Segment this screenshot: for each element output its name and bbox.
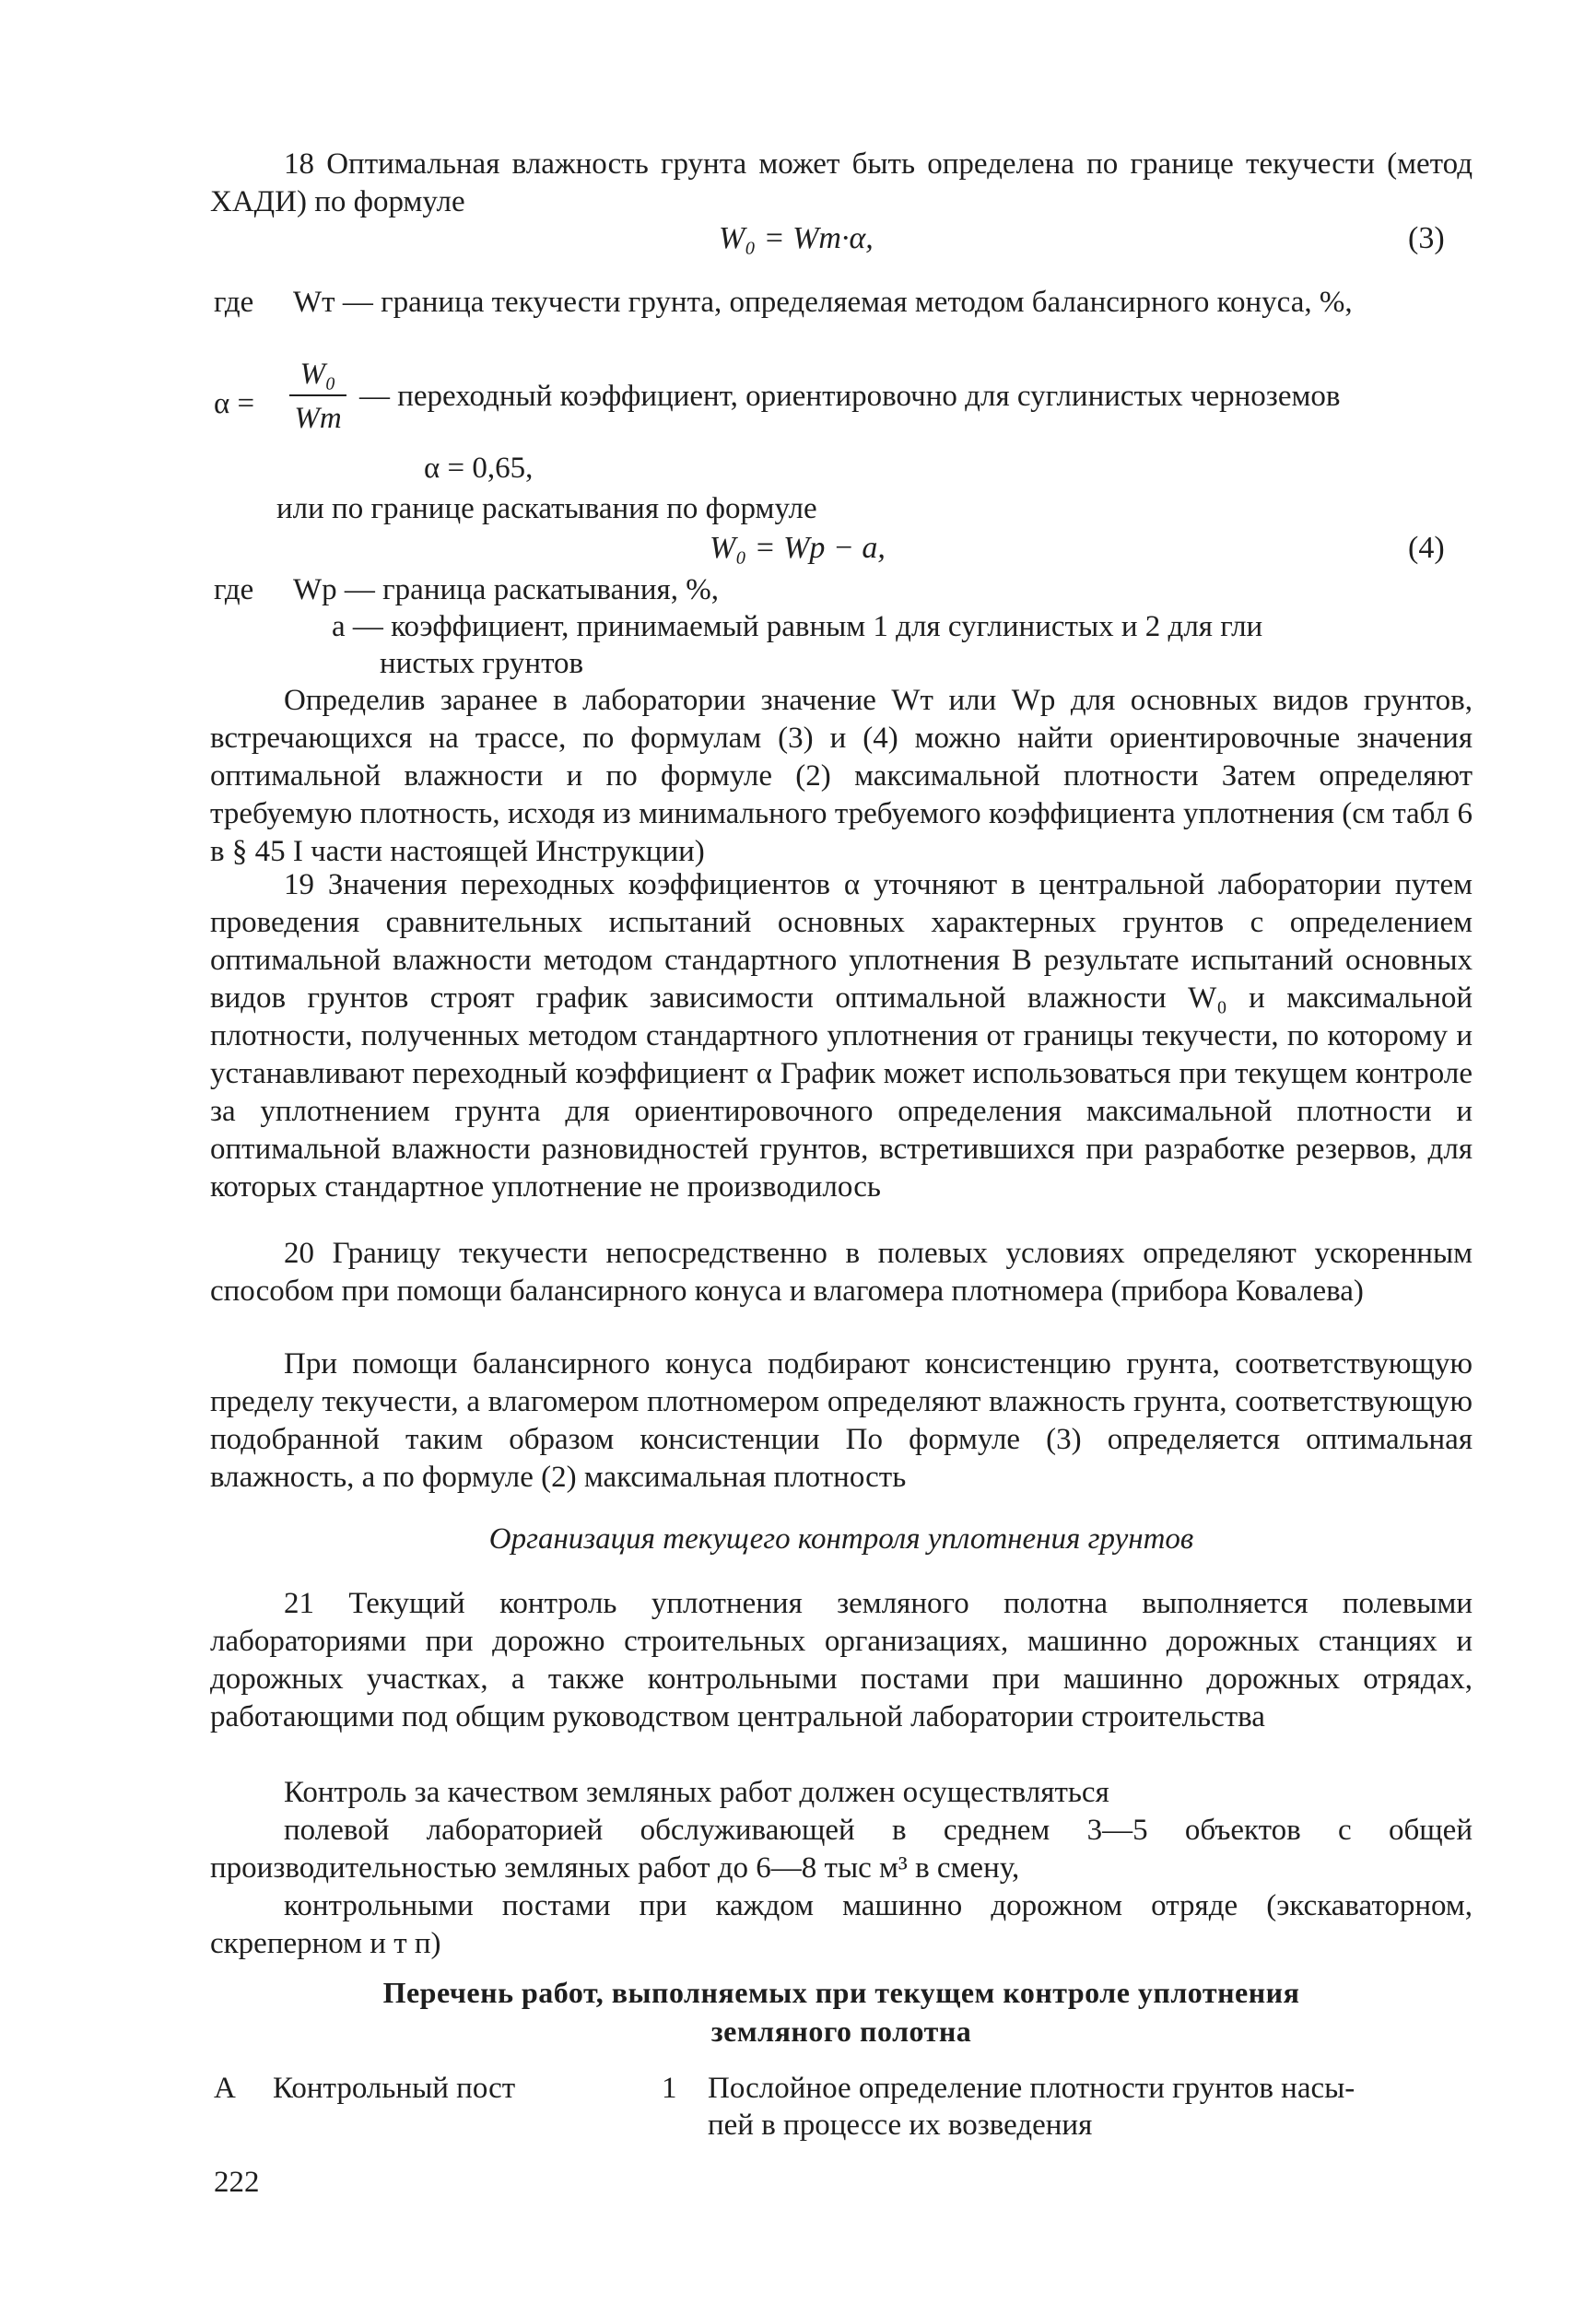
fraction-denominator: Wт xyxy=(294,402,342,435)
paragraph-determine-text: Определив заранее в лаборатории значение Wт или Wр для основных видов грунтов, встречающихся на трассе, по формулам (3) и (4) можно найти ориентировочные значения оптимальной влажности и по формуле (2) максимальной плотности Затем определяют требуемую плотность, исходя из минимального требуемого коэффициента уплотнения (см табл 6 в § 45 I части настоящей Инструкции) xyxy=(210,684,1473,868)
list-row-letter: А xyxy=(214,2072,236,2105)
page-number: 222 xyxy=(214,2166,260,2199)
where-wp-text: Wр — граница раскатывания, %, xyxy=(293,573,719,606)
formula-4-number: (4) xyxy=(1408,531,1445,565)
paragraph-posts-text: контрольными постами при каждом машинно дорожном отряде (экскаваторном, скреперном и т п) xyxy=(210,1889,1473,1960)
formula-3-number: (3) xyxy=(1408,221,1445,255)
where-a-line1: a — коэффициент, принимаемый равным 1 для суглинистых и 2 для гли xyxy=(332,610,1263,643)
paragraph-18 xyxy=(210,146,1473,221)
fraction-numerator: W₀ xyxy=(299,358,336,391)
where-alpha-text: — переходный коэффициент, ориентировочно для суглинистых черноземов xyxy=(359,380,1341,413)
paragraph-18-text: 18 Оптимальная влажность грунта может быть определена по границе текучести (метод ХАДИ) по формуле xyxy=(210,147,1473,218)
paragraph-field-lab xyxy=(210,1812,1473,1887)
alpha-symbol: α = xyxy=(214,387,255,420)
formula-3: W₀ = Wт·α, xyxy=(719,221,874,255)
list-row-line2: пей в процессе их возведения xyxy=(708,2109,1093,2142)
list-row-number: 1 xyxy=(662,2072,677,2105)
where-alpha-value: α = 0,65, xyxy=(424,452,534,485)
where-label-1: где xyxy=(214,286,254,319)
paragraph-control-text: Контроль за качеством земляных работ должен осуществляться xyxy=(284,1776,1109,1809)
section-heading: Организация текущего контроля уплотнения грунтов xyxy=(488,1522,1194,1556)
or-line: или по границе раскатывания по формуле xyxy=(276,492,817,525)
list-heading-line1: Перечень работ, выполняемых при текущем контроле уплотнения xyxy=(382,1976,1300,2009)
paragraph-posts xyxy=(210,1887,1473,1963)
paragraph-20 xyxy=(210,1235,1473,1310)
formula-4: W₀ = Wр − a, xyxy=(710,531,886,565)
where-label-2: где xyxy=(214,573,254,606)
where-a-line2: нистых грунтов xyxy=(380,647,584,680)
list-row-name: Контрольный пост xyxy=(273,2072,516,2105)
paragraph-21 xyxy=(210,1585,1473,1736)
paragraph-field-lab-text: полевой лабораторией обслуживающей в среднем 3—5 объектов с общей производительностью земляных работ до 6—8 тыс м³ в смену, xyxy=(210,1814,1473,1885)
list-heading-line2: земляного полотна xyxy=(710,2015,972,2048)
paragraph-cone xyxy=(210,1345,1473,1497)
paragraph-determine xyxy=(210,682,1473,871)
where-wt-text: Wт — граница текучести грунта, определяемая методом балансирного конуса, %, xyxy=(293,286,1353,319)
paragraph-20-text: 20 Границу текучести непосредственно в полевых условиях определяют ускоренным способом при помощи балансирного конуса и влагомера плотномера (прибора Ковалева) xyxy=(210,1237,1473,1308)
paragraph-19 xyxy=(210,866,1473,1206)
paragraph-cone-text: При помощи балансирного конуса подбирают консистенцию грунта, соответствующую пределу текучести, а влагомером плотномером определяют влажность грунта, соответствующую подобранной таким образом консистенции По формуле (3) определяется оптимальная влажность, а по формуле (2) максимальная плотность xyxy=(210,1347,1473,1494)
fraction-bar xyxy=(289,394,346,396)
list-row-line1: Послойное определение плотности грунтов насы- xyxy=(708,2072,1355,2105)
paragraph-19-text: 19 Значения переходных коэффициентов α уточняют в центральной лаборатории путем проведения сравнительных испытаний основных характерных грунтов с определением оптимальной влажности методом стандартного уплотнения В результате испытаний основных видов грунтов строят график зависимости оптимальной влажности W₀ и максимальной плотности, полученных методом стандартного уплотнения от границы текучести, по которому и устанавливают переходный коэффициент α График может использоваться при текущем контроле за уплотнением грунта для ориентировочного определения максимальной плотности и оптимальной влажности разновидностей грунтов, встретившихся при разработке резервов, для которых стандартное уплотнение не производилось xyxy=(210,868,1473,1204)
paragraph-control xyxy=(210,1774,1473,1812)
paragraph-21-text: 21 Текущий контроль уплотнения земляного полотна выполняется полевыми лабораториями при дорожно строительных организациях, машинно дорожных станциях и дорожных участках, а также контрольными постами при машинно дорожных отрядах, работающими под общим руководством центральной лаборатории строительства xyxy=(210,1587,1473,1733)
